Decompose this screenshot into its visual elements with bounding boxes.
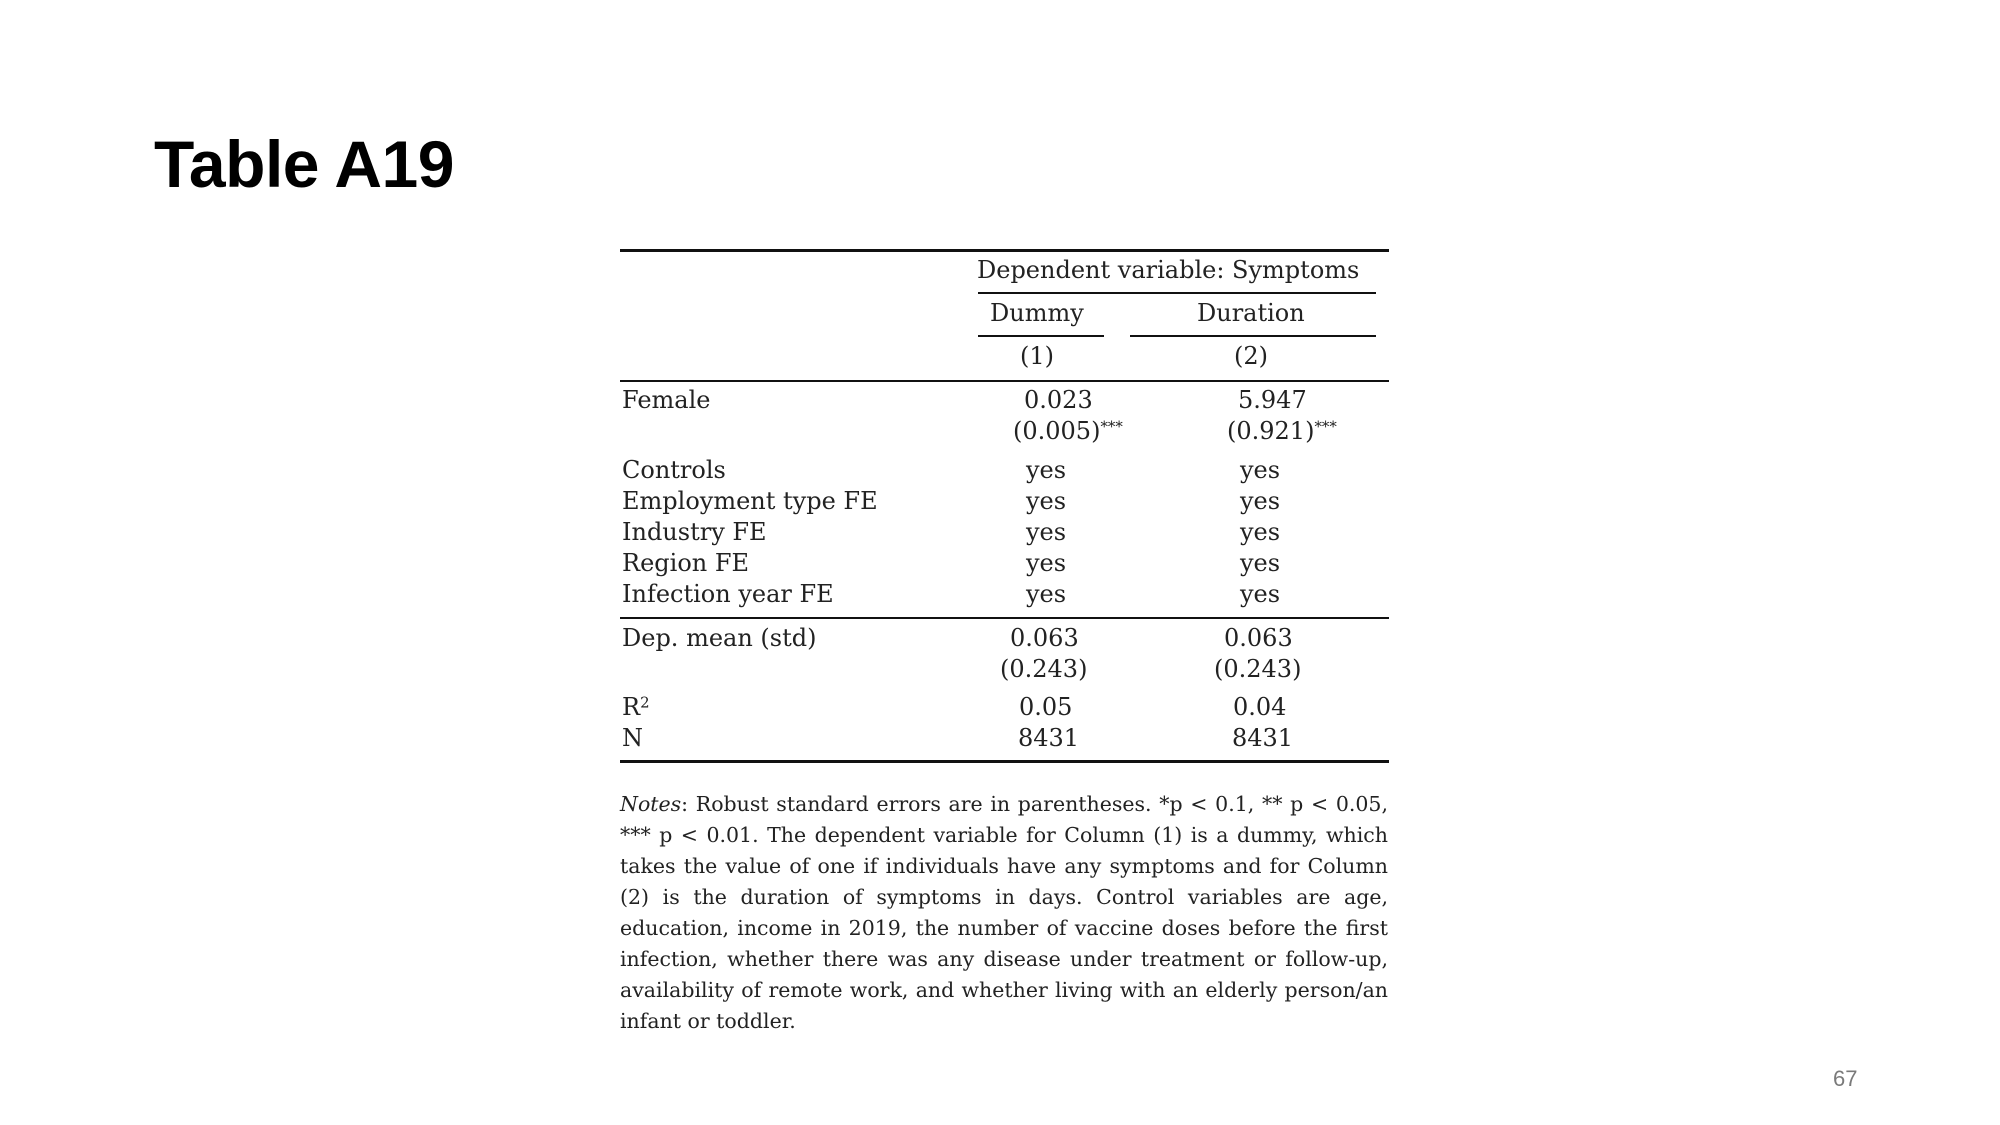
row-label-female: Female — [622, 386, 711, 414]
column-1-number: (1) — [1020, 342, 1054, 370]
column-2-name: Duration — [1197, 299, 1305, 327]
row-label-controls: Controls — [622, 456, 726, 484]
employment-type-fe-col1: yes — [1026, 487, 1067, 515]
female-se-col1-value: (0.005) — [1013, 417, 1101, 445]
slide-title: Table A19 — [154, 127, 454, 201]
notes-sig-p3: *** p < 0.01. — [620, 823, 759, 847]
notes-intro: : Robust standard errors are in parentheses. — [681, 792, 1160, 816]
row-label-r2 — [622, 692, 650, 722]
column-1-name: Dummy — [990, 299, 1084, 327]
column-2-underline — [1130, 335, 1376, 337]
female-se-col2 — [1227, 416, 1337, 446]
stats-rule — [620, 617, 1389, 619]
female-se-col1 — [1013, 416, 1123, 446]
r2-col2: 0.04 — [1233, 693, 1287, 721]
female-se-col1-stars: *** — [1100, 417, 1123, 436]
notes-sig-p2: ** p < 0.05, — [1261, 792, 1388, 816]
table-bottom-rule — [620, 760, 1389, 763]
dep-mean-col2: 0.063 — [1224, 624, 1293, 652]
industry-fe-col1: yes — [1026, 518, 1067, 546]
controls-col1: yes — [1026, 456, 1067, 484]
female-se-col2-stars: *** — [1314, 417, 1337, 436]
row-label-region-fe: Region FE — [622, 549, 750, 577]
controls-col2: yes — [1240, 456, 1281, 484]
page-number: 67 — [1833, 1066, 1858, 1091]
region-fe-col2: yes — [1240, 549, 1281, 577]
dep-std-col2: (0.243) — [1214, 655, 1302, 683]
row-label-employment-type-fe: Employment type FE — [622, 487, 878, 515]
industry-fe-col2: yes — [1240, 518, 1281, 546]
dependent-variable-header: Dependent variable: Symptoms — [977, 256, 1360, 284]
row-label-industry-fe: Industry FE — [622, 518, 767, 546]
n-col2: 8431 — [1232, 724, 1294, 752]
column-1-underline — [978, 335, 1104, 337]
dependent-variable-underline — [978, 292, 1376, 294]
r2-col1: 0.05 — [1019, 693, 1073, 721]
dep-mean-col1: 0.063 — [1010, 624, 1079, 652]
infection-year-fe-col2: yes — [1240, 580, 1281, 608]
row-label-dep-mean: Dep. mean (std) — [622, 624, 817, 652]
table-top-rule — [620, 249, 1389, 252]
region-fe-col1: yes — [1026, 549, 1067, 577]
dep-std-col1: (0.243) — [1000, 655, 1088, 683]
notes-label: Notes — [620, 792, 682, 816]
n-col1: 8431 — [1018, 724, 1080, 752]
female-coef-col1: 0.023 — [1024, 386, 1093, 414]
header-rule — [620, 380, 1389, 382]
row-label-n: N — [622, 724, 643, 752]
notes-body: The dependent variable for Column (1) is a dummy, which takes the value of one if individuals have any symptoms and for Column (2) is the duration of symptoms in days. Control variables are age, education, income in 2019, the number of vaccine doses before the first infection, whether there was any disease under treatment or follow-up, availability of remote work, and whether living with an elderly person/an infant or toddler. — [620, 823, 1388, 1033]
employment-type-fe-col2: yes — [1240, 487, 1281, 515]
row-label-infection-year-fe: Infection year FE — [622, 580, 834, 608]
infection-year-fe-col1: yes — [1026, 580, 1067, 608]
female-coef-col2: 5.947 — [1238, 386, 1307, 414]
r2-superscript: 2 — [640, 693, 650, 712]
female-se-col2-value: (0.921) — [1227, 417, 1315, 445]
table-notes — [620, 789, 1388, 1037]
notes-sig-p1: *p < 0.1, — [1159, 792, 1255, 816]
column-2-number: (2) — [1234, 342, 1268, 370]
r2-label: R — [622, 693, 641, 721]
